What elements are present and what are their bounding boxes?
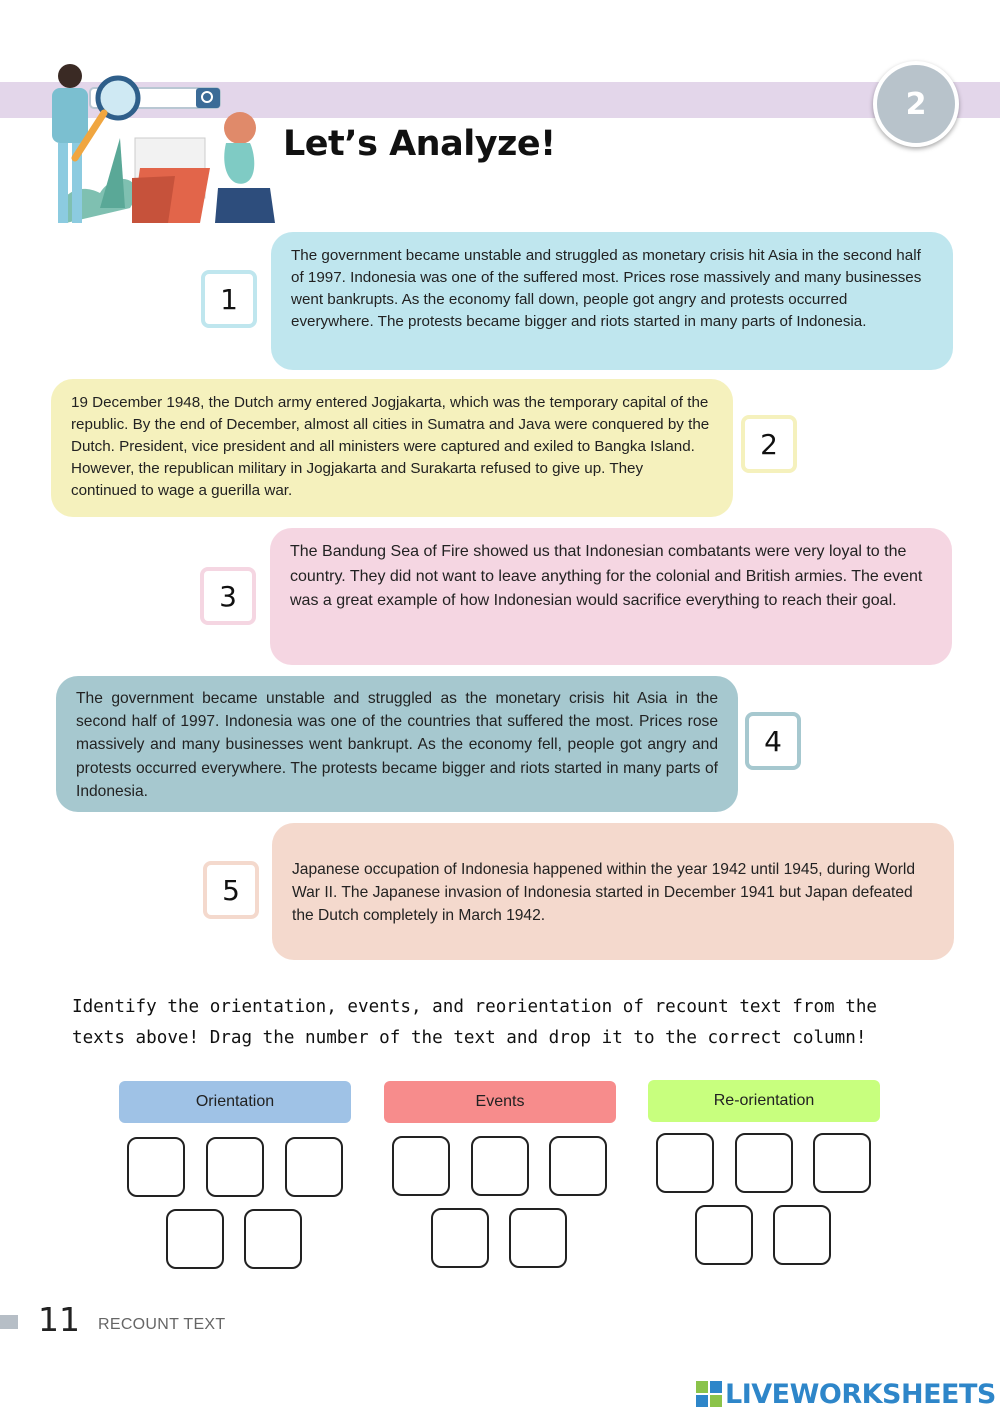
number-tile-4[interactable]: 4 <box>745 712 801 770</box>
page-badge: 2 <box>873 61 959 147</box>
text-card-body: The government became unstable and struggled as the monetary crisis hit Asia in the second half of 1997. Indonesia was one of the countries that suffered the most. Prices rose massively and many businesses went bankrupt. As the economy fell, people got angry and protests occurred everywhere. The protests became bigger and riots started in many parts of Indonesia. <box>76 690 718 800</box>
instruction-text: Identify the orientation, events, and reorientation of recount text from the texts above! Drag the number of the text and drop it to the correct column! <box>72 997 878 1048</box>
column-header-orientation: Orientation <box>119 1081 351 1123</box>
drop-zone-orientation[interactable] <box>166 1209 224 1269</box>
footer-page-number: 11 <box>38 1300 80 1339</box>
text-card-body: 19 December 1948, the Dutch army entered Jogjakarta, which was the temporary capital of the republic. By the end of December, almost all cities in Sumatra and Java were conquered by the Dutch. President, vice president and all ministers were captured and exiled to Bangka Island. However, the republican military in Jogjakarta and Surakarta refused to give up. They continued to wage a guerilla war. <box>71 394 710 499</box>
drop-zone-reorientation[interactable] <box>695 1205 753 1265</box>
drop-zone-events[interactable] <box>509 1208 567 1268</box>
search-illustration <box>40 58 280 233</box>
text-card-1 <box>271 232 953 370</box>
drop-zone-orientation[interactable] <box>285 1137 343 1197</box>
column-header-events: Events <box>384 1081 616 1123</box>
drop-zone-events[interactable] <box>431 1208 489 1268</box>
drop-zone-reorientation[interactable] <box>813 1133 871 1193</box>
number-tile-5[interactable]: 5 <box>203 861 259 919</box>
drop-zone-events[interactable] <box>392 1136 450 1196</box>
drop-zone-orientation[interactable] <box>244 1209 302 1269</box>
drop-zone-events[interactable] <box>471 1136 529 1196</box>
text-card-body: The government became unstable and struggled as monetary crisis hit Asia in the second half of 1997. Indonesia was one of the suffered most. Prices rose massively and many businesses went bankrupts. As the economy fall down, people got angry and protests occurred everywhere. The protests became bigger and riots started in many parts of Indonesia. <box>291 247 922 330</box>
text-card-5 <box>272 823 954 960</box>
liveworksheets-icon <box>696 1381 722 1407</box>
text-card-4 <box>56 676 738 812</box>
number-tile-2[interactable]: 2 <box>741 415 797 473</box>
number-tile-1[interactable]: 1 <box>201 270 257 328</box>
drop-zone-orientation[interactable] <box>127 1137 185 1197</box>
drop-zone-reorientation[interactable] <box>656 1133 714 1193</box>
text-card-body: The Bandung Sea of Fire showed us that Indonesian combatants were very loyal to the country. They did not want to leave anything for the colonial and British armies. The event was a great example of how Indonesian would sacrifice everything to reach their goal. <box>290 543 923 609</box>
text-card-body: Japanese occupation of Indonesia happened within the year 1942 until 1945, during World War II. The Japanese invasion of Indonesia started in December 1941 but Japan defeated the Dutch completely in March 1942. <box>292 861 916 924</box>
column-header-reorientation: Re-orientation <box>648 1080 880 1122</box>
brand-name: LIVEWORKSHEETS <box>725 1378 996 1410</box>
drop-zone-orientation[interactable] <box>206 1137 264 1197</box>
page-title: Let’s Analyze! <box>283 124 556 164</box>
text-card-3 <box>270 528 952 665</box>
brand-logo[interactable] <box>696 1378 996 1410</box>
footer-section-label: RECOUNT TEXT <box>98 1316 226 1333</box>
drop-zone-reorientation[interactable] <box>773 1205 831 1265</box>
footer-marker <box>0 1315 18 1329</box>
number-tile-3[interactable]: 3 <box>200 567 256 625</box>
drop-zone-reorientation[interactable] <box>735 1133 793 1193</box>
drop-zone-events[interactable] <box>549 1136 607 1196</box>
text-card-2 <box>51 379 733 517</box>
